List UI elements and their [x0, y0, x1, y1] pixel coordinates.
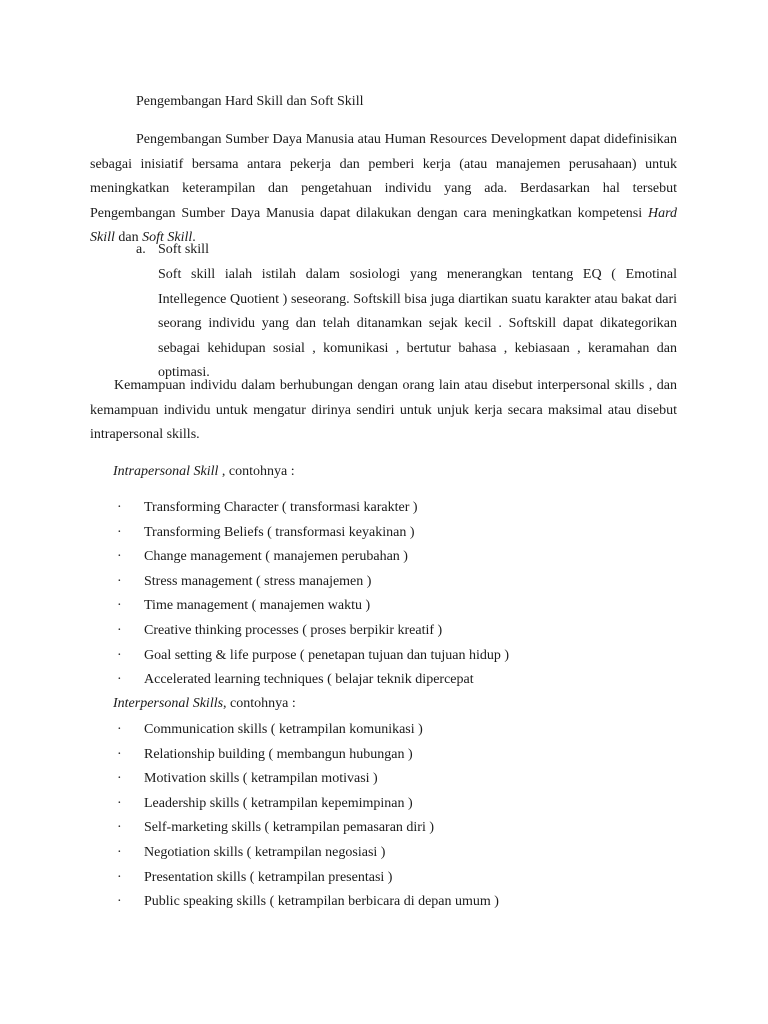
skills-paragraph: Kemampuan individu dalam berhubungan dengan orang lain atau disebut interpersonal skills , dan kemampuan individu untuk mengatur dirinya sendiri untuk unjuk kerja secara maksimal atau disebut intrapersonal skills. — [90, 378, 677, 442]
list-item-text: Self-marketing skills ( ketrampilan pemasaran diri ) — [144, 820, 435, 836]
section-a-heading — [136, 240, 209, 260]
bullet: · — [117, 869, 122, 885]
list-item-text: Leadership skills ( ketrampilan kepemimpinan ) — [144, 795, 413, 811]
list-item-text: Relationship building ( membangun hubungan ) — [144, 746, 413, 762]
bullet: · — [117, 622, 122, 638]
list-item-text: Change management ( manajemen perubahan ) — [144, 549, 408, 565]
bullet: · — [117, 647, 122, 663]
interpersonal-suffix: , contohnya : — [223, 696, 296, 711]
bullet: · — [117, 746, 122, 762]
bullet: · — [117, 771, 122, 787]
section-a-body: Soft skill ialah istilah dalam sosiologi yang menerangkan tentang EQ ( Emotinal Intellegence Quotient ) seseorang. Softskill bisa juga diartikan suatu karakter atau bakat dari seorang individu yang dan telah ditanamkan sejak kecil . Softskill dapat dikategorikan sebagai kehidupan sosial , komunikasi , bertutur bahasa , kebiasaan , keramahan dan optimasi. — [158, 267, 677, 380]
section-a-marker: a. — [136, 242, 146, 257]
intrapersonal-label: Intrapersonal Skill — [113, 464, 219, 479]
bullet: · — [117, 844, 122, 860]
bullet: · — [117, 549, 122, 565]
bullet: · — [117, 524, 122, 540]
intro-text: Pengembangan Sumber Daya Manusia atau Human Resources Development dapat didefinisikan sebagai inisiatif bersama antara pekerja dan pemberi kerja (atau manajemen perusahaan) untuk meningkatkan keterampilan dan pengetahuan individu yang ada. Berdasarkan hal tersebut Pengembangan Sumber Daya Manusia dapat dilakukan dengan cara meningkatkan kompetensi — [90, 132, 677, 221]
list-item-text: Transforming Beliefs ( transformasi keyakinan ) — [144, 524, 415, 540]
list-item-text: Stress management ( stress manajemen ) — [144, 573, 372, 589]
bullet: · — [117, 573, 122, 589]
list-item-text: Negotiation skills ( ketrampilan negosiasi ) — [144, 844, 386, 860]
list-item-text: Goal setting & life purpose ( penetapan tujuan dan tujuan hidup ) — [144, 647, 510, 663]
list-item-text: Communication skills ( ketrampilan komunikasi ) — [144, 722, 423, 737]
bullet: · — [117, 795, 122, 811]
section-a-title: Soft skill — [158, 242, 209, 257]
document-title: Pengembangan Hard Skill dan Soft Skill — [136, 94, 364, 109]
interpersonal-heading — [113, 694, 296, 714]
intrapersonal-suffix: , contohnya : — [218, 464, 295, 479]
intrapersonal-heading — [113, 462, 295, 482]
hard-skill-term: Hard Skill — [90, 205, 677, 245]
list-item-text: Creative thinking processes ( proses berpikir kreatif ) — [144, 622, 443, 638]
bullet: · — [117, 894, 122, 910]
soft-skill-term: Soft Skill — [142, 230, 193, 245]
bullet: · — [117, 500, 122, 515]
intro-end: . — [192, 230, 196, 245]
bullet: · — [117, 722, 122, 737]
bullet: · — [117, 820, 122, 836]
interpersonal-label: Interpersonal Skills — [113, 696, 224, 711]
list-item-text: Motivation skills ( ketrampilan motivasi ) — [144, 771, 378, 787]
intro-paragraph — [90, 128, 677, 251]
list-item-text: Accelerated learning techniques ( belajar teknik dipercepat — [144, 672, 474, 688]
list-item-text: Transforming Character ( transformasi karakter ) — [144, 500, 418, 515]
list-item-text: Public speaking skills ( ketrampilan berbicara di depan umum ) — [144, 894, 499, 910]
intro-connector: dan — [114, 230, 143, 245]
list-item-text: Time management ( manajemen waktu ) — [144, 598, 371, 614]
list-item-text: Presentation skills ( ketrampilan presentasi ) — [144, 869, 393, 885]
bullet: · — [117, 598, 122, 614]
bullet: · — [117, 672, 122, 688]
